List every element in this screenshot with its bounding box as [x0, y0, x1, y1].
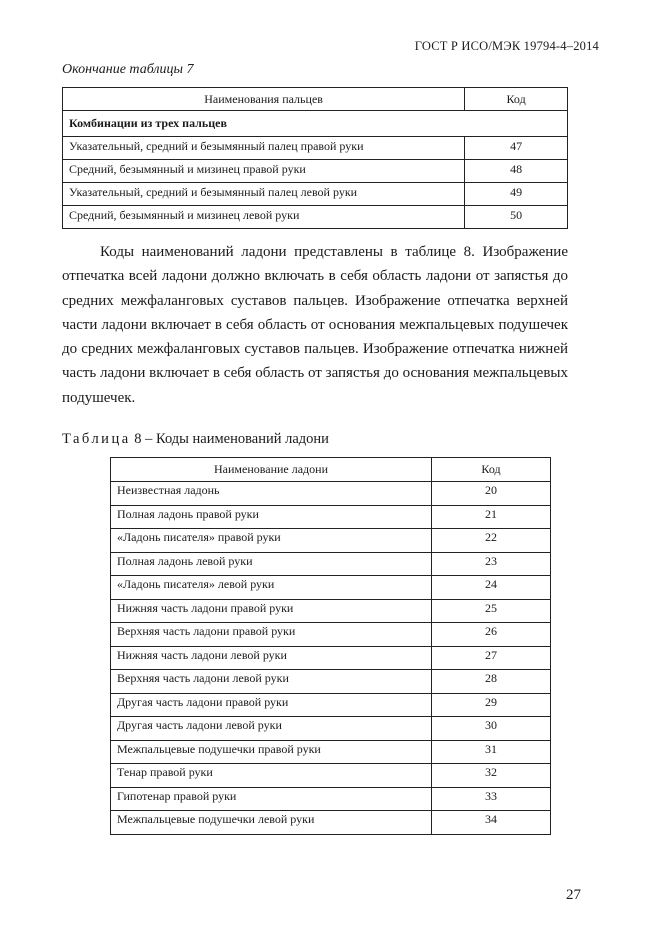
- palm-name-cell: Тенар правой руки: [111, 764, 432, 788]
- table-row: [111, 646, 551, 670]
- code-cell: 28: [432, 670, 551, 694]
- table-row: [111, 599, 551, 623]
- code-cell: 21: [432, 505, 551, 529]
- table-row: [63, 206, 568, 229]
- code-cell: 29: [432, 693, 551, 717]
- table8: [110, 457, 551, 835]
- group-title: Комбинации из трех пальцев: [63, 111, 568, 137]
- palm-name-cell: Другая часть ладони левой руки: [111, 717, 432, 741]
- palm-name-cell: Другая часть ладони правой руки: [111, 693, 432, 717]
- table-header-row: [63, 88, 568, 111]
- table-row: [63, 160, 568, 183]
- table-header-row: [111, 458, 551, 482]
- code-cell: 27: [432, 646, 551, 670]
- table-row: [111, 529, 551, 553]
- code-cell: 50: [465, 206, 568, 229]
- table8-caption-label: Таблица: [62, 431, 131, 447]
- finger-name-cell: Указательный, средний и безымянный палец левой руки: [63, 183, 465, 206]
- code-cell: 26: [432, 623, 551, 647]
- code-cell: 31: [432, 740, 551, 764]
- code-cell: 32: [432, 764, 551, 788]
- column-header-palm-name: Наименование ладони: [111, 458, 432, 482]
- palm-name-cell: Полная ладонь левой руки: [111, 552, 432, 576]
- palm-name-cell: Межпальцевые подушечки правой руки: [111, 740, 432, 764]
- finger-name-cell: Средний, безымянный и мизинец левой руки: [63, 206, 465, 229]
- table-row: [111, 764, 551, 788]
- code-cell: 33: [432, 787, 551, 811]
- palm-name-cell: Неизвестная ладонь: [111, 482, 432, 506]
- table-row: [111, 623, 551, 647]
- table-row: [111, 576, 551, 600]
- table-row: [111, 552, 551, 576]
- table7-continuation-caption: Окончание таблицы 7: [62, 62, 194, 77]
- code-cell: 47: [465, 137, 568, 160]
- palm-name-cell: Нижняя часть ладони правой руки: [111, 599, 432, 623]
- palm-name-cell: «Ладонь писателя» левой руки: [111, 576, 432, 600]
- table-row: [111, 670, 551, 694]
- palm-name-cell: Гипотенар правой руки: [111, 787, 432, 811]
- code-cell: 30: [432, 717, 551, 741]
- table-row: [111, 482, 551, 506]
- code-cell: 22: [432, 529, 551, 553]
- code-cell: 23: [432, 552, 551, 576]
- finger-name-cell: Средний, безымянный и мизинец правой руки: [63, 160, 465, 183]
- table-row: [111, 693, 551, 717]
- code-cell: 34: [432, 811, 551, 835]
- code-cell: 48: [465, 160, 568, 183]
- code-cell: 25: [432, 599, 551, 623]
- table8-caption-text: 8 – Коды наименований ладони: [134, 431, 329, 447]
- column-header-code: Код: [465, 88, 568, 111]
- standard-code-header: ГОСТ Р ИСО/МЭК 19794-4–2014: [414, 39, 599, 53]
- code-cell: 20: [432, 482, 551, 506]
- table-row: [63, 137, 568, 160]
- table-row: [63, 183, 568, 206]
- column-header-finger-names: Наименования пальцев: [63, 88, 465, 111]
- table-row: [111, 717, 551, 741]
- code-cell: 24: [432, 576, 551, 600]
- table8-caption: [62, 431, 329, 448]
- palm-name-cell: Полная ладонь правой руки: [111, 505, 432, 529]
- palm-name-cell: Нижняя часть ладони левой руки: [111, 646, 432, 670]
- table7-continuation: [62, 87, 568, 229]
- table-row: [111, 505, 551, 529]
- code-cell: 49: [465, 183, 568, 206]
- table-row: [111, 740, 551, 764]
- body-paragraph: Коды наименований ладони представлены в таблице 8. Изображение отпечатка всей ладони должно включать в себя область ладони от запястья до средних межфаланговых суставов пальцев. Изображение отпечатка верхней части ладони включает в себя область от основания межпальцевых подушечек до средних межфаланговых суставов пальцев. Изображение отпечатка нижней часть ладони включает в себя область от запястья до основания межпальцевых подушечек.: [62, 244, 568, 406]
- palm-name-cell: Верхняя часть ладони правой руки: [111, 623, 432, 647]
- palm-name-cell: Верхняя часть ладони левой руки: [111, 670, 432, 694]
- palm-name-cell: Межпальцевые подушечки левой руки: [111, 811, 432, 835]
- palm-name-cell: «Ладонь писателя» правой руки: [111, 529, 432, 553]
- table-group-row: [63, 111, 568, 137]
- page-number: 27: [566, 887, 581, 903]
- table-row: [111, 811, 551, 835]
- table-row: [111, 787, 551, 811]
- finger-name-cell: Указательный, средний и безымянный палец правой руки: [63, 137, 465, 160]
- column-header-code: Код: [432, 458, 551, 482]
